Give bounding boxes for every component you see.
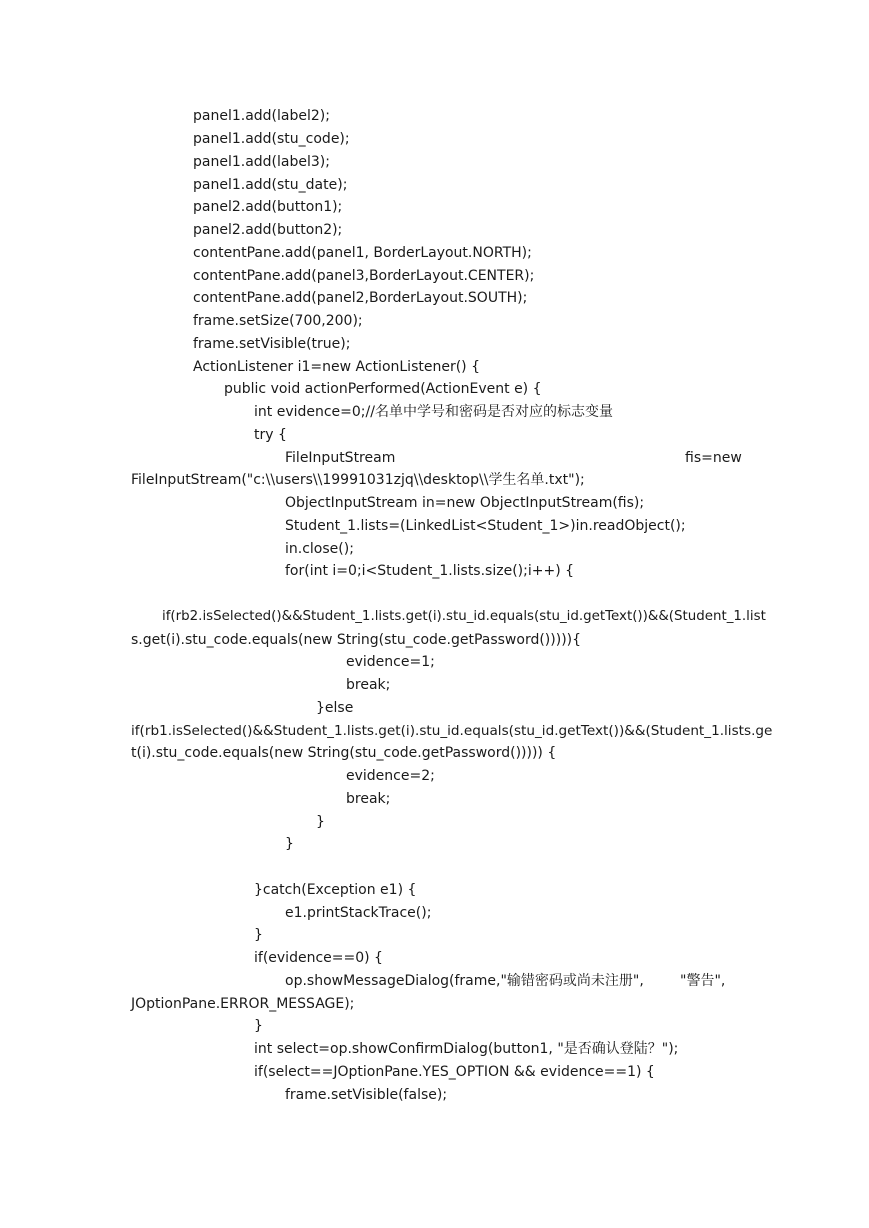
code-line: panel1.add(stu_date);	[193, 177, 348, 193]
code-line: evidence=1;	[346, 654, 435, 670]
code-line: int select=op.showConfirmDialog(button1, "是否确认登陆？");	[254, 1041, 679, 1057]
code-line: if(rb1.isSelected()&&Student_1.lists.get(i).stu_id.equals(stu_id.getText())&&(Student_1.lists.ge	[131, 723, 773, 739]
code-line: contentPane.add(panel3,BorderLayout.CENTER);	[193, 268, 535, 284]
code-line: contentPane.add(panel2,BorderLayout.SOUTH);	[193, 290, 528, 306]
code-line: }	[254, 1018, 263, 1034]
code-line: op.showMessageDialog(frame,"输错密码或尚未注册",	[285, 973, 644, 989]
code-line: JOptionPane.ERROR_MESSAGE);	[131, 996, 355, 1012]
code-line: FileInputStream("c:\\users\\19991031zjq\\desktop\\学生名单.txt");	[131, 472, 585, 488]
code-line: contentPane.add(panel1, BorderLayout.NORTH);	[193, 245, 532, 261]
code-line: }	[316, 814, 325, 830]
code-line: evidence=2;	[346, 768, 435, 784]
code-line: }	[285, 836, 294, 852]
code-line: ObjectInputStream in=new ObjectInputStream(fis);	[285, 495, 645, 511]
code-line: frame.setVisible(true);	[193, 336, 351, 352]
code-line: if(rb2.isSelected()&&Student_1.lists.get(i).stu_id.equals(stu_id.getText())&&(Student_1.list	[162, 609, 766, 624]
code-line: public void actionPerformed(ActionEvent e) {	[224, 381, 542, 397]
code-line: t(i).stu_code.equals(new String(stu_code.getPassword())))) {	[131, 745, 557, 761]
code-line: FileInputStream	[285, 450, 396, 466]
code-line: Student_1.lists=(LinkedList<Student_1>)in.readObject();	[285, 518, 686, 534]
code-line: e1.printStackTrace();	[285, 905, 432, 921]
code-line: ActionListener i1=new ActionListener() {	[193, 359, 480, 375]
code-line: try {	[254, 427, 287, 443]
code-line: frame.setVisible(false);	[285, 1087, 448, 1103]
code-line: for(int i=0;i<Student_1.lists.size();i++) {	[285, 563, 575, 579]
code-line: break;	[346, 791, 391, 807]
code-line: panel1.add(label3);	[193, 154, 330, 170]
code-line: panel2.add(button2);	[193, 222, 343, 238]
code-line: fis=new	[685, 450, 742, 466]
code-line: panel1.add(stu_code);	[193, 131, 350, 147]
code-line: if(select==JOptionPane.YES_OPTION && evidence==1) {	[254, 1064, 655, 1080]
code-line: s.get(i).stu_code.equals(new String(stu_code.getPassword())))){	[131, 632, 582, 648]
code-line: }catch(Exception e1) {	[254, 882, 417, 898]
code-line: break;	[346, 677, 391, 693]
code-line: in.close();	[285, 541, 354, 557]
code-line: "警告",	[680, 973, 726, 989]
code-line: }else	[316, 700, 354, 716]
code-line: panel2.add(button1);	[193, 199, 343, 215]
code-line: frame.setSize(700,200);	[193, 313, 363, 329]
code-line: int evidence=0;//名单中学号和密码是否对应的标志变量	[254, 404, 613, 420]
code-line: }	[254, 927, 263, 943]
code-line: panel1.add(label2);	[193, 108, 330, 124]
code-line: if(evidence==0) {	[254, 950, 383, 966]
